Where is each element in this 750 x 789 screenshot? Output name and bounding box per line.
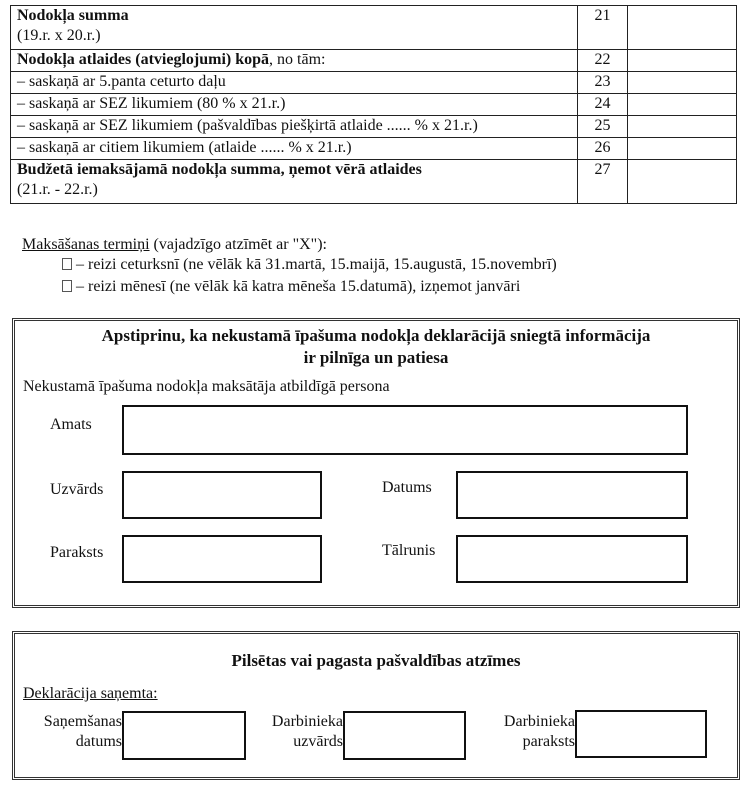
- row-label: [11, 72, 578, 94]
- employee-surname-label-line1: Darbinieka: [271, 713, 343, 730]
- surname-label: Uzvārds: [50, 481, 104, 498]
- receipt-date-label-line1: Saņemšanas: [43, 713, 122, 730]
- employee-surname-label-line2: uzvārds: [293, 733, 343, 750]
- row-value-field[interactable]: [628, 72, 737, 94]
- responsible-person-label: Nekustamā īpašuma nodokļa maksātāja atbildīgā persona: [23, 378, 390, 395]
- table-row: [11, 6, 737, 50]
- position-label: Amats: [50, 416, 92, 433]
- row-number: 24: [578, 94, 628, 116]
- phone-field[interactable]: [456, 535, 688, 583]
- municipality-heading: Pilsētas vai pagasta pašvaldības atzīmes: [231, 651, 521, 670]
- row-label: [11, 94, 578, 116]
- row-value-field[interactable]: [628, 138, 737, 160]
- row-label: [11, 160, 578, 204]
- row-number: 21: [578, 6, 628, 50]
- row-label-rest: – saskaņā ar SEZ likumiem (80 % x 21.r.): [17, 95, 286, 112]
- row-formula: (21.r. - 22.r.): [17, 181, 98, 198]
- confirmation-heading-line2: ir pilnīga un patiesa: [303, 348, 449, 367]
- row-label: [11, 50, 578, 72]
- signature-label: Paraksts: [50, 544, 104, 561]
- receipt-date-field[interactable]: [122, 711, 246, 760]
- employee-surname-label: [245, 712, 343, 752]
- payment-option-label: – reizi mēnesī (ne vēlāk kā katra mēneša 15.datumā), izņemot janvāri: [76, 278, 521, 295]
- employee-surname-field[interactable]: [343, 711, 466, 760]
- payment-option-label: – reizi ceturksnī (ne vēlāk kā 31.martā, 15.maijā, 15.augustā, 15.novembrī): [76, 256, 557, 273]
- surname-field[interactable]: [122, 471, 322, 519]
- table-row: [11, 50, 737, 72]
- row-value-field[interactable]: [628, 94, 737, 116]
- table-row: [11, 72, 737, 94]
- row-label-rest: – saskaņā ar 5.panta ceturto daļu: [17, 73, 226, 90]
- employee-signature-field[interactable]: [575, 710, 707, 758]
- table-row: [11, 138, 737, 160]
- row-formula: (19.r. x 20.r.): [17, 27, 101, 44]
- row-label-rest: , no tām:: [269, 51, 326, 68]
- checkbox-icon[interactable]: [62, 280, 72, 292]
- employee-signature-label-line2: paraksts: [522, 733, 575, 750]
- payment-terms-heading: Maksāšanas termiņi: [22, 236, 150, 253]
- employee-signature-label-line1: Darbinieka: [503, 713, 575, 730]
- checkbox-icon[interactable]: [62, 258, 72, 270]
- confirmation-heading-line1: Apstiprinu, ka nekustamā īpašuma nodokļa deklarācijā sniegtā informācija: [101, 326, 651, 345]
- payment-option-monthly[interactable]: [62, 277, 520, 297]
- row-label-rest: – saskaņā ar SEZ likumiem (pašvaldības piešķirtā atlaide ...... % x 21.r.): [17, 117, 478, 134]
- row-value-field[interactable]: [628, 6, 737, 50]
- row-label-rest: – saskaņā ar citiem likumiem (atlaide ...... % x 21.r.): [17, 139, 352, 156]
- payment-terms-instruction: (vajadzīgo atzīmēt ar "X"):: [149, 236, 327, 253]
- row-label-bold: Budžetā iemaksājamā nodokļa summa, ņemot vērā atlaides: [17, 161, 422, 178]
- payment-terms-title: [22, 235, 327, 255]
- signature-field[interactable]: [122, 535, 322, 583]
- row-label-bold: Nodokļa atlaides (atvieglojumi) kopā: [17, 51, 270, 68]
- confirmation-box: [12, 318, 740, 608]
- row-label: [11, 138, 578, 160]
- employee-signature-label: [475, 712, 575, 752]
- table-row: [11, 116, 737, 138]
- row-value-field[interactable]: [628, 160, 737, 204]
- row-value-field[interactable]: [628, 116, 737, 138]
- row-value-field[interactable]: [628, 50, 737, 72]
- row-number: 22: [578, 50, 628, 72]
- date-field[interactable]: [456, 471, 688, 519]
- table-row: [11, 160, 737, 204]
- row-number: 27: [578, 160, 628, 204]
- row-number: 23: [578, 72, 628, 94]
- row-label: [11, 6, 578, 50]
- payment-option-quarterly[interactable]: [62, 255, 557, 275]
- municipality-box: [12, 631, 740, 780]
- row-number: 25: [578, 116, 628, 138]
- row-label: [11, 116, 578, 138]
- table-row: [11, 94, 737, 116]
- receipt-date-label: [15, 712, 122, 752]
- declaration-received-label: Deklarācija saņemta:: [23, 685, 158, 702]
- row-label-bold: Nodokļa summa: [17, 7, 129, 24]
- phone-label: Tālrunis: [382, 542, 436, 559]
- row-number: 26: [578, 138, 628, 160]
- receipt-date-label-line2: datums: [75, 733, 122, 750]
- tax-calculation-table: [10, 5, 737, 204]
- position-field[interactable]: [122, 405, 688, 455]
- date-label: Datums: [382, 479, 432, 496]
